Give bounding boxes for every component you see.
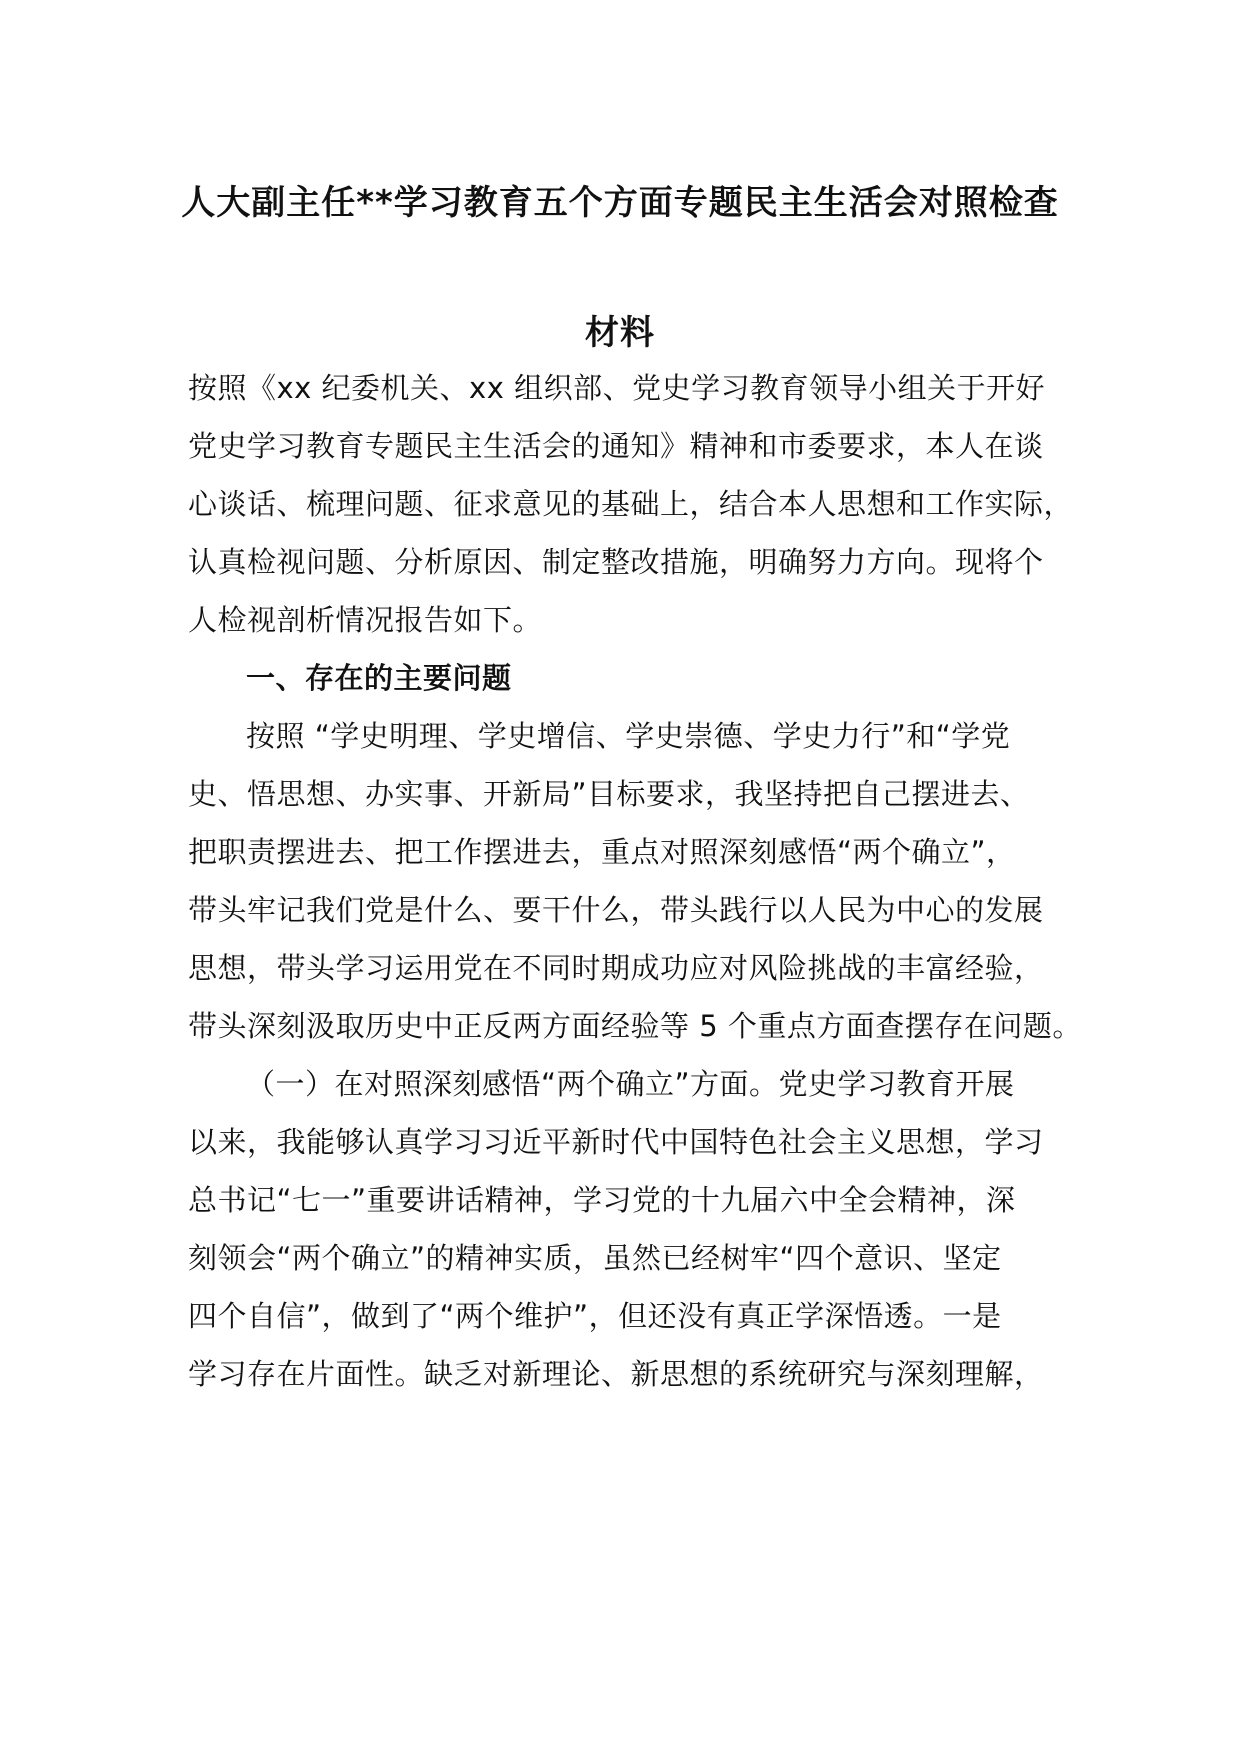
body-line: 把职责摆进去、把工作摆进去，重点对照深刻感悟“两个确立”，	[188, 835, 1016, 869]
body-line: （一）在对照深刻感悟“两个确立”方面。党史学习教育开展	[246, 1067, 1015, 1101]
body-line: 党史学习教育专题民主生活会的通知》精神和市委要求，本人在谈	[188, 429, 1044, 463]
body-line: 史、悟思想、办实事、开新局”目标要求，我坚持把自己摆进去、	[188, 777, 1030, 811]
body-line: 带头牢记我们党是什么、要干什么，带头践行以人民为中心的发展	[188, 893, 1044, 927]
body-line: 四个自信”，做到了“两个维护”，但还没有真正学深悟透。一是	[188, 1299, 1002, 1333]
body-line: 认真检视问题、分析原因、制定整改措施，明确努力方向。现将个	[188, 545, 1044, 579]
document-title-line-1: 人大副主任**学习教育五个方面专题民主生活会对照检查	[181, 183, 1059, 223]
body-line: 以来，我能够认真学习习近平新时代中国特色社会主义思想，学习	[188, 1125, 1044, 1159]
body-line: 学习存在片面性。缺乏对新理论、新思想的系统研究与深刻理解，	[188, 1357, 1044, 1391]
section-heading: 一、存在的主要问题	[246, 661, 512, 695]
body-line: 心谈话、梳理问题、征求意见的基础上，结合本人思想和工作实际，	[188, 487, 1074, 521]
body-line: 人检视剖析情况报告如下。	[188, 603, 543, 637]
body-line: 思想，带头学习运用党在不同时期成功应对风险挑战的丰富经验，	[188, 951, 1044, 985]
body-line: 带头深刻汲取历史中正反两方面经验等 5 个重点方面查摆存在问题。	[188, 1009, 1082, 1043]
document-title-line-2: 材料	[585, 313, 655, 353]
body-line: 刻领会“两个确立”的精神实质，虽然已经树牢“四个意识、坚定	[188, 1241, 1002, 1275]
body-line: 按照 “学史明理、学史增信、学史崇德、学史力行”和“学党	[246, 719, 1011, 753]
body-line: 总书记“七一”重要讲话精神，学习党的十九届六中全会精神，深	[188, 1183, 1016, 1217]
body-line: 按照《xx 纪委机关、xx 组织部、党史学习教育领导小组关于开好	[188, 371, 1046, 405]
